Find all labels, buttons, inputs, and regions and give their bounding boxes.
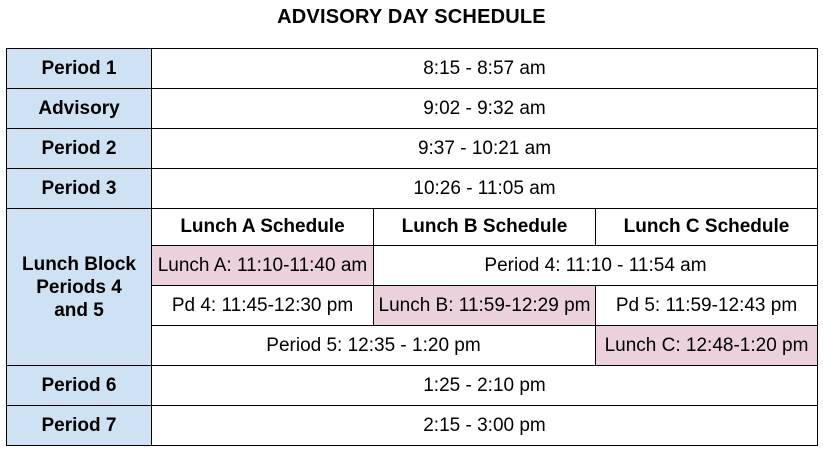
table-row: [7, 366, 818, 406]
lunch-c-header: Lunch C Schedule: [596, 209, 818, 246]
period-4-cell: Period 4: 11:10 - 11:54 am: [374, 246, 818, 286]
lunch-a-header: Lunch A Schedule: [152, 209, 374, 246]
table-row: [7, 169, 818, 209]
lunch-block-label-line: Lunch Block: [21, 253, 136, 275]
schedule-table: [6, 48, 818, 446]
lunch-block-label: [7, 209, 152, 366]
lunch-block-label-line: and 5: [54, 299, 104, 321]
period-time: 9:02 - 9:32 am: [152, 89, 818, 129]
lunch-b-header: Lunch B Schedule: [374, 209, 596, 246]
pd-4-cell: Pd 4: 11:45-12:30 pm: [152, 286, 374, 326]
period-time: 9:37 - 10:21 am: [152, 129, 818, 169]
table-row: [7, 89, 818, 129]
period-label: Advisory: [7, 89, 152, 129]
period-label: Period 3: [7, 169, 152, 209]
period-time: 1:25 - 2:10 pm: [152, 366, 818, 406]
period-label: Period 6: [7, 366, 152, 406]
pd-5-cell: Pd 5: 11:59-12:43 pm: [596, 286, 818, 326]
period-time: 8:15 - 8:57 am: [152, 49, 818, 89]
table-row: [7, 129, 818, 169]
table-row: [7, 209, 818, 246]
period-label: Period 7: [7, 406, 152, 446]
period-label: Period 1: [7, 49, 152, 89]
table-row: [7, 49, 818, 89]
page-title: ADVISORY DAY SCHEDULE: [277, 6, 546, 28]
lunch-block-label-line: Periods 4: [36, 276, 122, 298]
period-time: 2:15 - 3:00 pm: [152, 406, 818, 446]
period-label: Period 2: [7, 129, 152, 169]
period-5-cell: Period 5: 12:35 - 1:20 pm: [152, 326, 596, 366]
lunch-a-cell: Lunch A: 11:10-11:40 am: [152, 246, 374, 286]
lunch-c-cell: Lunch C: 12:48-1:20 pm: [596, 326, 818, 366]
table-row: [7, 406, 818, 446]
lunch-b-cell: Lunch B: 11:59-12:29 pm: [374, 286, 596, 326]
period-time: 10:26 - 11:05 am: [152, 169, 818, 209]
